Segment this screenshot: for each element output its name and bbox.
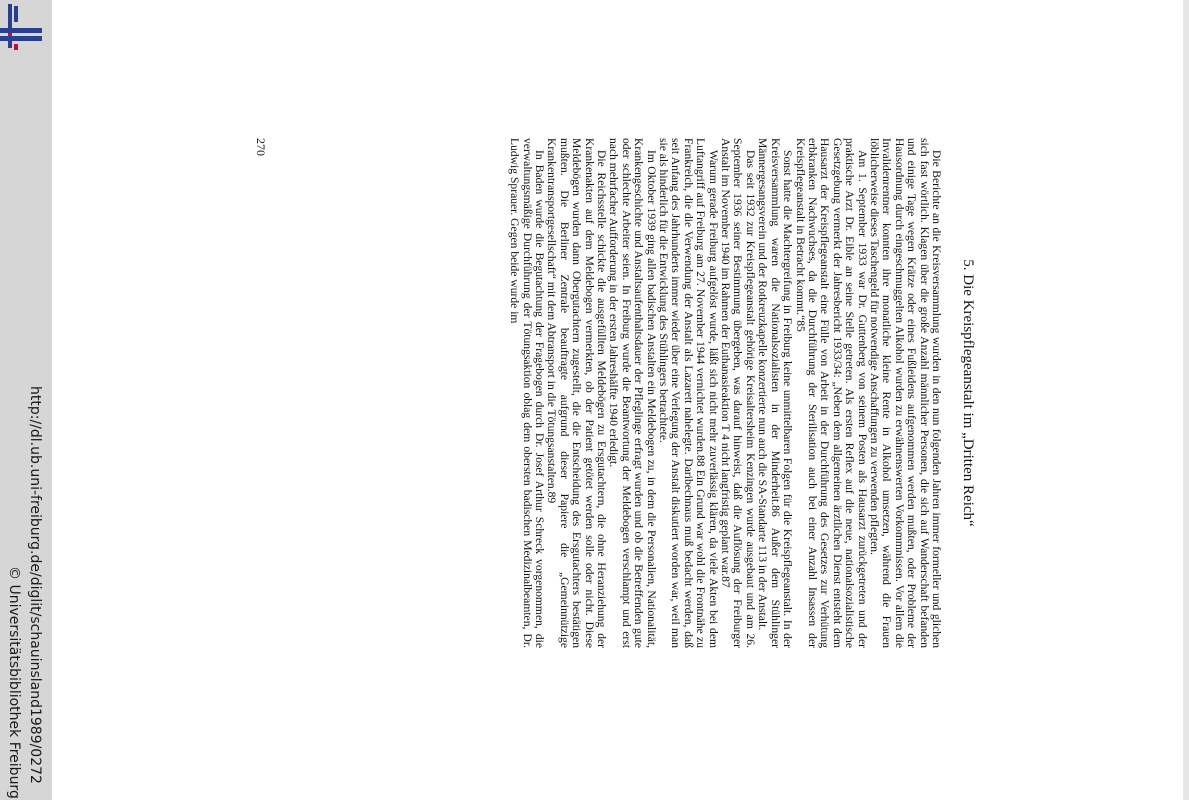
document-url-link[interactable]: http://dl.ub.uni-freiburg.de/diglit/schauinsland1989/0272 — [27, 386, 43, 784]
page-number: 270 — [254, 138, 268, 156]
copyright-notice: © Universitätsbibliothek Freiburg — [6, 566, 22, 799]
paragraph: In Baden wurde die Begutachtung der Fragebogen durch Dr. Josef Arthur Schreck vorgenommen, die verwaltungsmäßige Durchführung der Tötungsaktion oblag dem obersten badischen Medizinalbeamten, Dr. Ludwig Sprauer. Gegen beide wurde im — [508, 138, 546, 648]
page-body-text — [508, 138, 942, 648]
paragraph: Die Reichsstelle schickte die ausgefüllten Meldebögen zu Ersgutachtern, die ohne Heranziehung der Krankenakten auf dem Meldebogen vermerkten, ob der Patient getötet werden solle oder nicht. Diese Meldebögen wurden dann Obergutachtern zugestellt, die die Entscheidung des Ersgutachters bestätigen mußten. Die Berliner Zentrale beauftragte aufgrund dieser Papiere die „Gemeinnützige Krankentransportgesellschaft“ mit dem Abtransport in die Tötungsanstalten.89 — [545, 138, 609, 648]
chapter-title: 5. Die Kreispflegeanstalt im „Dritten Reich“ — [960, 259, 976, 527]
scanned-page — [250, 138, 990, 648]
paragraph: Im Oktober 1939 ging allen badischen Anstalten ein Meldebogen zu, in dem die Personalien, Nationalität, Krankengeschichte und Anstaltsaufenthaltsdauer der Pfleglinge erfragt wurden und ob die Betreffenden gute oder schlechte Arbeiter seien. In Freiburg wurde die Beantwortung der Meldebogen verschlampt und erst nach mehrfacher Aufforderung in der ersten Jahreshälfte 1940 erledigt. — [607, 138, 658, 648]
ub-freiburg-logo-icon[interactable] — [0, 0, 52, 56]
rotated-page-content — [250, 138, 990, 648]
paragraph: Sonst hatte die Machtergreifung in Freiburg keine unmittelbaren Folgen für die Kreispflegeanstalt. In der Kreisversammlung waren die Nationalsozialisten in der Minderheit.86 Außer dem Stühlinger Männergesangsverein und der Rotkreuzkapelle konzertierte nun auch die SA-Standarte 113 in der Anstalt. — [756, 138, 795, 648]
paragraph: Warum gerade Freiburg aufgelöst wurde, läßt sich nicht mehr zuverlässig klären, da viele Akten bei dem Luftangriff auf Freiburg am 27. November 1944 vernichtet wurden.88 Ein Grund war wohl die Frontnähe zu Frankreich, die die Verwendung der Anstalt als Lazarett nahelegte. Daribechnaus muß bedacht werden, daß seit Anfang des Jahrhunderts immer wieder über eine Verlegung der Anstalt diskutiert worden war, weil man sie als hinderlich für die Entwicklung des Stühlingers betrachtete. — [657, 138, 720, 648]
viewer-sidebar — [0, 0, 52, 800]
paragraph: Das seit 1932 zur Kreispflegeanstalt gehörige Kreisaltersheim Kenzingen wurde ausgebaut und am 26. September 1936 seiner Bestimmung übergeben, was darauf hinweist, daß die Auflösung der Freiburger Anstalt im November 1940 im Rahmen der Euthanasieaktion T 4 nicht langfristig geplant war.87 — [719, 138, 757, 648]
paragraph: Die Berichte an die Kreisversammlung wurden in den nun folgenden Jahren immer formeller und glichen sich fast wörtlich. Klagen über die große Anzahl männlicher Personen, die sich auf Wanderschaft befanden und einige Tage wegen Krätze oder eines Fußleidens aufgenommen werden mußten, oder Probleme der Hausordnung durch eingeschmuggelten Alkohol wurden zu erwähnenswerten Vorkommnissen. Vor allem die Invalidenrentner konnten ihre monatliche kleine Rente in Alkohol umsetzen, während die Frauen löblicherweise dieses Taschengeld für notwendige Anschaffungen zu verwenden pflegten. — [867, 138, 943, 648]
paragraph: Am 1. September 1933 war Dr. Guttenberg von seinem Posten als Hausarzt zurückgetreten und der praktische Arzt Dr. Eible an seine Stelle getreten. Als ersten Reflex auf die neue, nationalsozialistische Gesetzgebung vermerkt der Jahresbericht 1933/34: „Neben dem allgemeinen ärztlichen Dienst entsteht dem Hausarzt der Kreispflegeanstalt eine Fülle von Arbeit in der Durchführung des Gesetzes zur Verhütung erbkranken Nachwuchses, da die Durchführung der Sterilisation auch bei einer Anzahl Insassen der Kreispflegeanstalt in Betracht kommt.“85 — [793, 138, 869, 648]
right-scroll-edge — [1183, 0, 1189, 800]
